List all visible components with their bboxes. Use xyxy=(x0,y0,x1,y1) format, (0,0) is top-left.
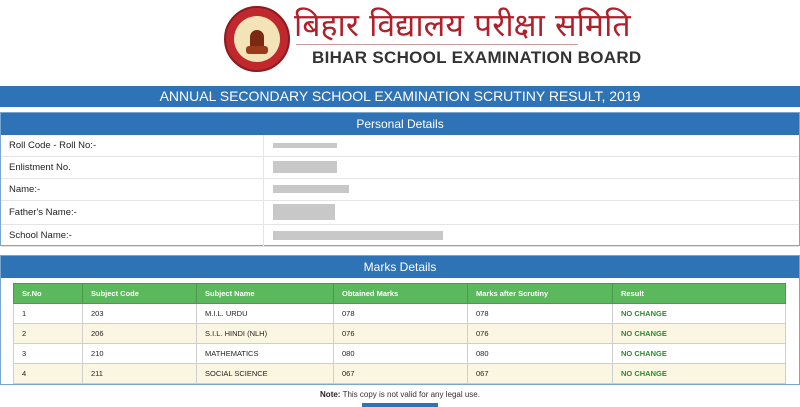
table-row xyxy=(14,364,786,384)
name-value-redacted xyxy=(273,185,349,193)
name-row xyxy=(1,179,799,201)
col-result: Result xyxy=(613,284,786,304)
cell-code: 210 xyxy=(83,344,197,364)
cell-after: 078 xyxy=(468,304,613,324)
cell-sr: 3 xyxy=(14,344,83,364)
cell-after: 067 xyxy=(468,364,613,384)
school-label: School Name:- xyxy=(9,230,72,241)
personal-details-heading: Personal Details xyxy=(1,113,799,135)
cell-obtained: 076 xyxy=(334,324,468,344)
cell-subject: M.I.L. URDU xyxy=(197,304,334,324)
col-subject-name: Subject Name xyxy=(197,284,334,304)
father-label: Father's Name:- xyxy=(9,207,77,218)
roll-value-redacted xyxy=(273,143,337,148)
marks-table-header xyxy=(14,284,786,304)
hindi-board-title: बिहार विद्यालय परीक्षा समिति xyxy=(294,6,631,44)
enlistment-row xyxy=(1,157,799,179)
bihar-board-seal-icon xyxy=(224,6,290,72)
cell-subject: S.I.L. HINDI (NLH) xyxy=(197,324,334,344)
cell-after: 080 xyxy=(468,344,613,364)
table-row xyxy=(14,344,786,364)
page-header xyxy=(0,0,800,86)
cell-obtained: 080 xyxy=(334,344,468,364)
cell-obtained: 067 xyxy=(334,364,468,384)
marks-details-panel xyxy=(0,255,800,385)
col-obtained-marks: Obtained Marks xyxy=(334,284,468,304)
personal-details-panel xyxy=(0,112,800,246)
cell-sr: 2 xyxy=(14,324,83,344)
roll-row xyxy=(1,135,799,157)
note-text: This copy is not valid for any legal use. xyxy=(340,390,480,399)
marks-details-heading: Marks Details xyxy=(1,256,799,278)
cell-sr: 4 xyxy=(14,364,83,384)
father-value-redacted xyxy=(273,204,335,220)
cell-sr: 1 xyxy=(14,304,83,324)
cell-code: 211 xyxy=(83,364,197,384)
cell-code: 206 xyxy=(83,324,197,344)
marks-table xyxy=(13,283,786,384)
school-value-redacted xyxy=(273,231,443,240)
cell-result: NO CHANGE xyxy=(613,304,786,324)
col-sr-no: Sr.No xyxy=(14,284,83,304)
roll-label: Roll Code - Roll No:- xyxy=(9,140,97,151)
col-marks-after-scrutiny: Marks after Scrutiny xyxy=(468,284,613,304)
cell-result: NO CHANGE xyxy=(613,364,786,384)
cell-result: NO CHANGE xyxy=(613,344,786,364)
note-label: Note: xyxy=(320,390,341,399)
cell-subject: SOCIAL SCIENCE xyxy=(197,364,334,384)
english-board-title: BIHAR SCHOOL EXAMINATION BOARD xyxy=(312,48,642,67)
table-row xyxy=(14,324,786,344)
name-label: Name:- xyxy=(9,184,41,195)
father-row xyxy=(1,201,799,225)
enlistment-label: Enlistment No. xyxy=(9,162,71,173)
cell-code: 203 xyxy=(83,304,197,324)
print-button-edge[interactable] xyxy=(362,403,438,407)
cell-obtained: 078 xyxy=(334,304,468,324)
table-row xyxy=(14,304,786,324)
cell-result: NO CHANGE xyxy=(613,324,786,344)
cell-subject: MATHEMATICS xyxy=(197,344,334,364)
col-subject-code: Subject Code xyxy=(83,284,197,304)
cell-after: 076 xyxy=(468,324,613,344)
header-divider xyxy=(296,44,578,45)
result-title: ANNUAL SECONDARY SCHOOL EXAMINATION SCRUTINY RESULT, 2019 xyxy=(0,86,800,107)
school-row xyxy=(1,225,799,247)
enlistment-value-redacted xyxy=(273,161,337,173)
